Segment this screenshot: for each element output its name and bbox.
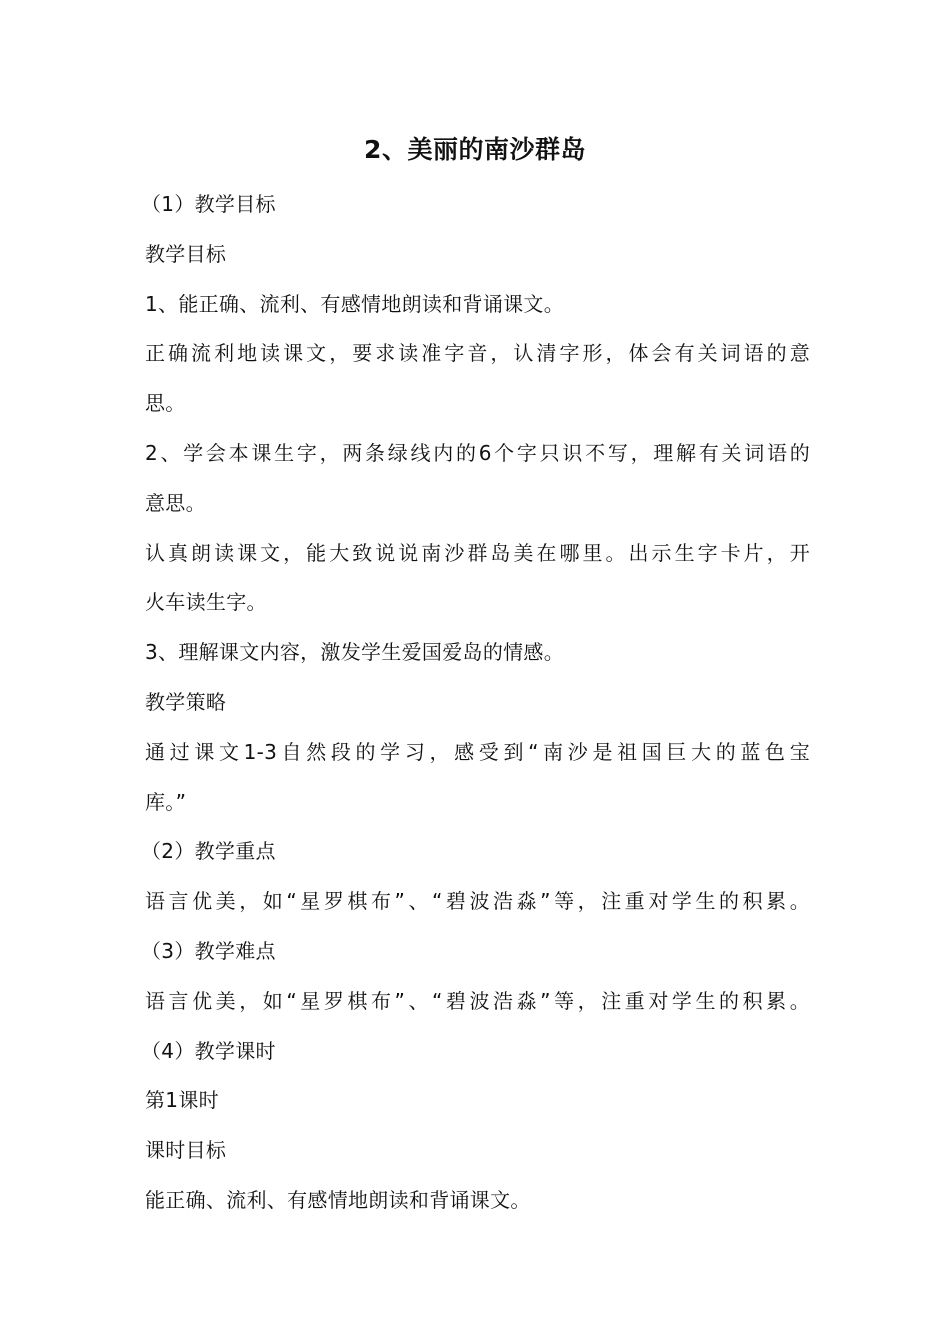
text-line: 语言优美，如“星罗棋布”、“碧波浩淼”等，注重对学生的积累。 <box>145 889 810 914</box>
text-line: （3）教学难点 <box>141 938 276 963</box>
document-body <box>141 180 810 1226</box>
text-line: 1、能正确、流利、有感情地朗读和背诵课文。 <box>145 291 565 316</box>
text-line: 语言优美，如“星罗棋布”、“碧波浩淼”等，注重对学生的积累。 <box>145 988 810 1013</box>
text-line: 意思。 <box>145 490 206 515</box>
text-line: 能正确、流利、有感情地朗读和背诵课文。 <box>145 1187 531 1212</box>
text-line: 2、学会本课生字，两条绿线内的6个字只识不写，理解有关词语的 <box>145 440 810 465</box>
text-line: 认真朗读课文，能大致说说南沙群岛美在哪里。出示生字卡片，开 <box>145 540 810 565</box>
text-line: 教学目标 <box>145 241 227 266</box>
text-line: 库。” <box>145 789 187 814</box>
text-line: 正确流利地读课文，要求读准字音，认清字形，体会有关词语的意 <box>145 341 810 366</box>
document-title: 2、美丽的南沙群岛 <box>364 135 586 164</box>
text-line: （4）教学课时 <box>141 1038 276 1063</box>
text-line: 课时目标 <box>145 1138 227 1163</box>
text-line: 教学策略 <box>145 689 227 714</box>
text-line: 第1课时 <box>145 1088 219 1113</box>
text-line: （1）教学目标 <box>141 192 276 216</box>
text-line: 火车读生字。 <box>145 590 267 615</box>
text-line: 3、理解课文内容，激发学生爱国爱岛的情感。 <box>145 640 565 665</box>
text-line: 通过课文1-3自然段的学习，感受到“南沙是祖国巨大的蓝色宝 <box>145 739 810 764</box>
text-line: 思。 <box>145 391 186 416</box>
text-line: （2）教学重点 <box>141 839 276 864</box>
